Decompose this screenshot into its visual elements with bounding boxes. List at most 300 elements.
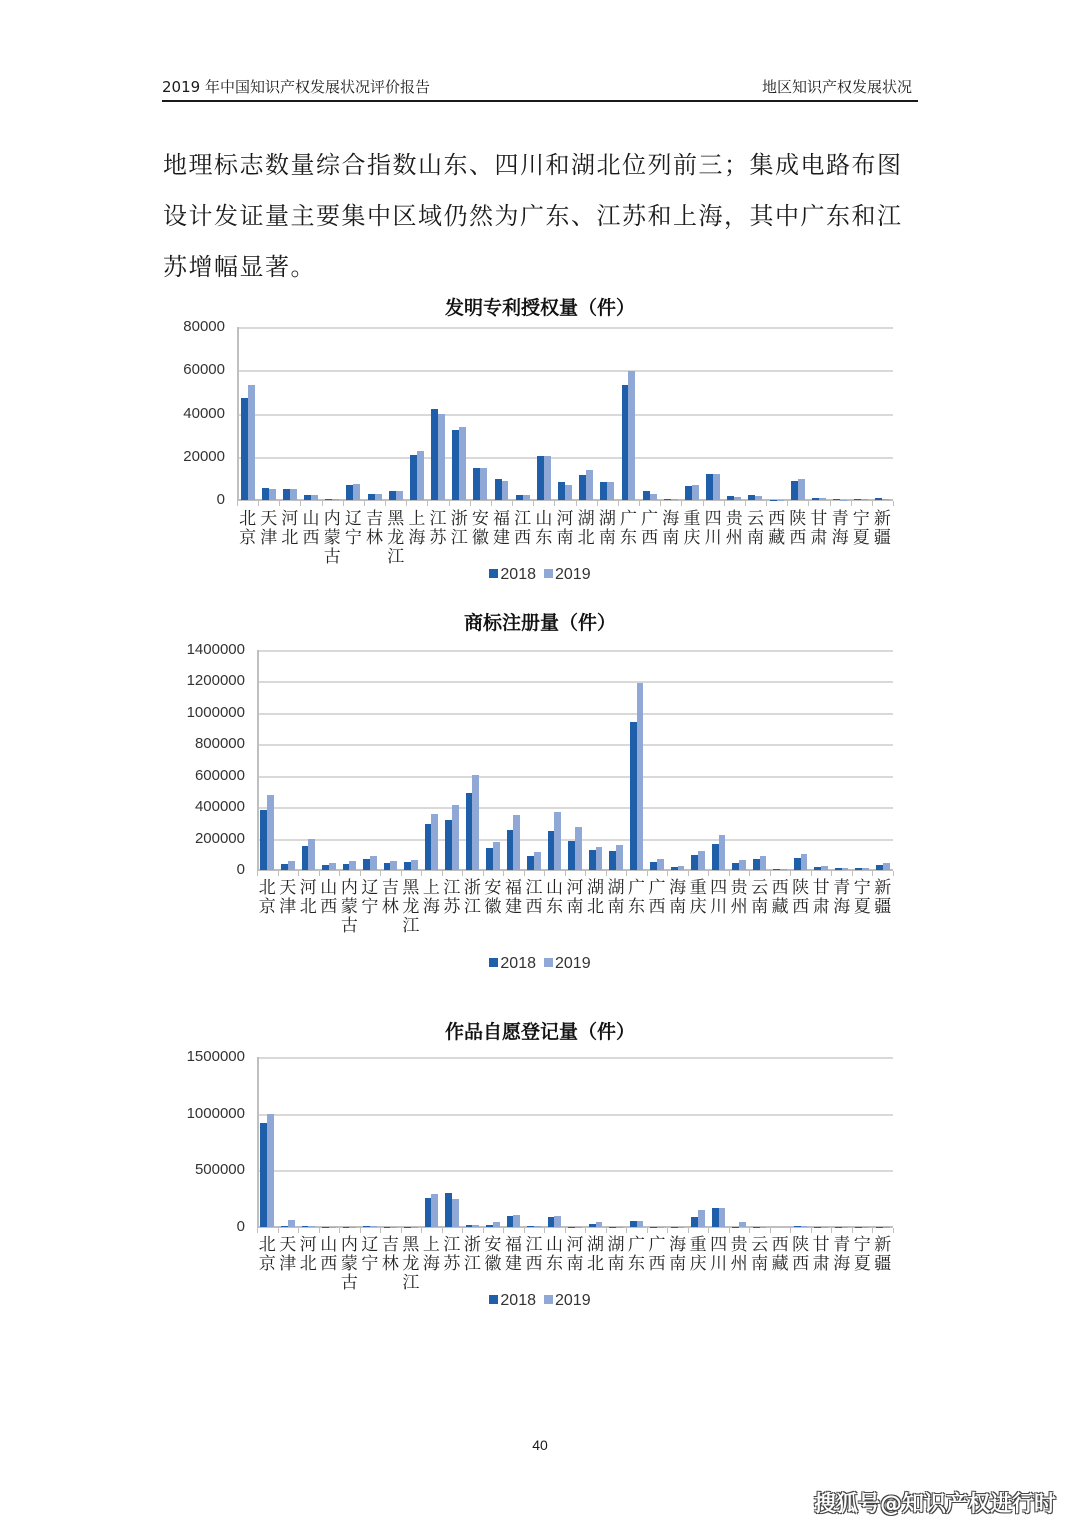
x-category-label: 吉林 — [366, 509, 384, 548]
x-tick — [667, 871, 668, 876]
x-tick — [257, 1228, 258, 1233]
bar-2019 — [628, 371, 635, 500]
gridline — [257, 1170, 893, 1172]
bar-2018 — [835, 868, 842, 870]
x-tick — [442, 1228, 443, 1233]
x-category-label: 辽宁 — [361, 878, 379, 917]
report-title: 2019 年中国知识产权发展状况评价报告 — [162, 78, 430, 96]
bar-2018 — [425, 824, 432, 870]
bar-2019 — [692, 485, 699, 500]
x-tick — [339, 1228, 340, 1233]
bar-2018 — [384, 863, 391, 870]
x-tick — [385, 501, 386, 506]
x-category-label: 新疆 — [874, 878, 892, 917]
bar-2018 — [671, 867, 678, 870]
x-category-label: 河北 — [299, 1235, 317, 1274]
bar-2018 — [712, 1208, 719, 1227]
x-tick — [872, 1228, 873, 1233]
bar-2019 — [411, 860, 418, 870]
bar-2018 — [262, 488, 269, 500]
gridline — [237, 414, 893, 416]
x-category-label: 广西 — [641, 509, 659, 548]
x-category-label: 江西 — [525, 878, 543, 917]
x-category-label: 北京 — [258, 1235, 276, 1274]
x-tick — [470, 501, 471, 506]
bar-2018 — [664, 499, 671, 500]
body-paragraph: 地理标志数量综合指数山东、四川和湖北位列前三；集成电路布图设计发证量主要集中区域仍然为广东、江苏和上海，其中广东和江苏增幅显著。 — [163, 151, 903, 281]
x-tick — [258, 501, 259, 506]
bar-2019 — [288, 1220, 295, 1227]
x-tick — [462, 1228, 463, 1233]
bar-2018 — [527, 1226, 534, 1227]
x-category-label: 青海 — [831, 509, 849, 548]
x-category-label: 上海 — [422, 1235, 440, 1274]
bar-2019 — [678, 866, 685, 870]
chart-title: 作品自愿登记量（件） — [444, 1021, 635, 1043]
x-category-label: 贵州 — [730, 1235, 748, 1274]
x-category-label: 河北 — [299, 878, 317, 917]
x-tick — [660, 501, 661, 506]
bar-2018 — [650, 862, 657, 870]
bar-2019 — [431, 814, 438, 870]
bar-2019 — [760, 856, 767, 870]
bar-2019 — [698, 851, 705, 870]
x-tick — [618, 501, 619, 506]
x-category-label: 西藏 — [768, 509, 786, 548]
x-category-label: 贵州 — [725, 509, 743, 548]
gridline — [237, 327, 893, 329]
y-tick-label: 80000 — [183, 318, 225, 335]
bar-2019 — [480, 468, 487, 500]
x-category-label: 内蒙古 — [340, 1235, 358, 1293]
x-category-label: 江苏 — [443, 878, 461, 917]
x-tick — [503, 871, 504, 876]
x-tick — [380, 871, 381, 876]
x-category-label: 福建 — [504, 878, 522, 917]
x-category-label: 新疆 — [873, 509, 891, 548]
x-tick — [442, 871, 443, 876]
x-tick — [790, 871, 791, 876]
bar-2019 — [554, 1216, 561, 1227]
x-tick — [554, 501, 555, 506]
x-category-label: 云南 — [751, 878, 769, 917]
x-tick — [790, 1228, 791, 1233]
bar-2018 — [527, 856, 534, 870]
bar-2018 — [794, 1226, 801, 1227]
x-tick — [688, 871, 689, 876]
x-tick — [811, 871, 812, 876]
x-category-label: 黑龙江 — [402, 878, 420, 936]
bar-2019 — [616, 845, 623, 870]
bar-2018 — [368, 494, 375, 500]
page-number: 40 — [532, 1437, 548, 1453]
bar-2018 — [431, 409, 438, 500]
bar-2018 — [389, 491, 396, 500]
bar-2018 — [473, 468, 480, 500]
chart-title: 商标注册量（件） — [463, 612, 616, 634]
x-category-label: 广西 — [648, 1235, 666, 1274]
x-tick — [421, 1228, 422, 1233]
legend-swatch — [544, 1295, 553, 1304]
legend-item — [544, 955, 591, 973]
bar-2018 — [691, 1217, 698, 1227]
x-tick — [626, 1228, 627, 1233]
x-category-label: 广东 — [628, 878, 646, 917]
x-category-label: 天津 — [260, 509, 278, 548]
bar-2019 — [575, 827, 582, 870]
watermark: 搜狐号@知识产权进行时 — [813, 1492, 1056, 1517]
bar-2019 — [798, 479, 805, 500]
x-tick — [749, 871, 750, 876]
x-tick — [626, 871, 627, 876]
x-tick — [319, 871, 320, 876]
x-tick — [787, 501, 788, 506]
x-tick — [544, 871, 545, 876]
y-tick-label: 0 — [216, 491, 225, 508]
bar-2019 — [493, 842, 500, 870]
bar-2019 — [390, 861, 397, 870]
x-category-label: 山西 — [320, 1235, 338, 1274]
x-category-label: 安徽 — [484, 1235, 502, 1274]
bar-2018 — [685, 486, 692, 500]
bar-2019 — [459, 427, 466, 500]
bar-2019 — [734, 497, 741, 500]
bar-2019 — [332, 499, 339, 500]
bar-2019 — [290, 489, 297, 500]
x-tick — [237, 501, 238, 506]
x-tick — [729, 871, 730, 876]
x-category-label: 山西 — [320, 878, 338, 917]
y-axis — [257, 650, 259, 870]
x-category-label: 福建 — [504, 1235, 522, 1274]
bar-2019 — [288, 861, 295, 870]
bar-2018 — [732, 863, 739, 870]
y-tick-label: 1000000 — [186, 1104, 245, 1122]
x-tick — [585, 871, 586, 876]
plot-area — [257, 650, 893, 870]
bar-2018 — [486, 848, 493, 870]
legend-label: 2019 — [555, 566, 591, 583]
x-category-label: 黑龙江 — [402, 1235, 420, 1293]
bar-2018 — [260, 1123, 267, 1227]
bar-2019 — [719, 835, 726, 870]
x-category-label: 上海 — [408, 509, 426, 548]
bar-2019 — [671, 499, 678, 500]
x-tick — [851, 501, 852, 506]
bar-2018 — [466, 793, 473, 870]
legend-swatch — [544, 958, 553, 967]
x-tick — [300, 501, 301, 506]
legend-label: 2018 — [500, 566, 536, 583]
bar-2019 — [801, 854, 808, 870]
legend-swatch — [489, 569, 498, 578]
x-tick — [745, 501, 746, 506]
bar-2018 — [241, 398, 248, 500]
bar-2018 — [363, 1226, 370, 1227]
bar-2018 — [609, 851, 616, 870]
x-tick — [831, 871, 832, 876]
x-tick — [279, 501, 280, 506]
bar-2018 — [507, 830, 514, 870]
x-category-label: 重庆 — [683, 509, 701, 548]
legend-label: 2018 — [500, 1292, 536, 1309]
gridline — [237, 370, 893, 372]
bar-2019 — [821, 866, 828, 870]
x-category-label: 陕西 — [792, 1235, 810, 1274]
bar-2019 — [269, 489, 276, 500]
bar-2018 — [283, 489, 290, 500]
bar-2019 — [862, 868, 869, 871]
x-tick — [576, 501, 577, 506]
x-category-label: 湖南 — [598, 509, 616, 548]
x-tick — [724, 501, 725, 506]
bar-2019 — [883, 863, 890, 870]
x-category-label: 湖南 — [607, 1235, 625, 1274]
x-tick — [729, 1228, 730, 1233]
chart-legend — [0, 566, 1080, 584]
legend-label: 2018 — [500, 955, 536, 972]
x-category-label: 宁夏 — [853, 1235, 871, 1274]
x-tick — [688, 1228, 689, 1233]
bar-2018 — [346, 485, 353, 500]
bar-2019 — [493, 1222, 500, 1227]
bar-2018 — [876, 865, 883, 870]
x-tick — [667, 1228, 668, 1233]
x-category-label: 山东 — [545, 878, 563, 917]
x-tick — [343, 501, 344, 506]
x-category-label: 四川 — [704, 509, 722, 548]
y-tick-label: 60000 — [183, 361, 225, 379]
x-tick — [491, 501, 492, 506]
chart-title: 发明专利授权量（件） — [444, 297, 635, 319]
x-tick — [770, 871, 771, 876]
x-tick — [483, 871, 484, 876]
bar-2019 — [719, 1208, 726, 1227]
bar-2018 — [854, 499, 861, 501]
x-tick — [647, 871, 648, 876]
x-tick — [512, 501, 513, 506]
x-category-label: 河南 — [566, 878, 584, 917]
plot-area — [237, 327, 893, 500]
y-tick-label: 0 — [236, 861, 245, 878]
x-category-label: 广西 — [648, 878, 666, 917]
bar-2019 — [431, 1194, 438, 1227]
x-category-label: 吉林 — [381, 878, 399, 917]
x-category-label: 陕西 — [792, 878, 810, 917]
x-category-label: 山东 — [545, 1235, 563, 1274]
bar-2019 — [607, 482, 614, 500]
bar-2018 — [833, 499, 840, 500]
x-category-label: 湖北 — [587, 1235, 604, 1274]
x-tick — [544, 1228, 545, 1233]
bar-2018 — [814, 867, 821, 870]
x-category-label: 山东 — [535, 509, 553, 548]
x-category-label: 山西 — [302, 509, 320, 548]
x-category-label: 江苏 — [443, 1235, 461, 1274]
x-category-label: 浙江 — [450, 509, 468, 548]
x-tick — [647, 1228, 648, 1233]
x-category-label: 河南 — [556, 509, 574, 548]
x-category-label: 青海 — [833, 1235, 851, 1274]
bar-2019 — [370, 856, 377, 870]
x-tick — [606, 871, 607, 876]
bar-2019 — [452, 805, 459, 870]
bar-2018 — [855, 868, 862, 870]
bar-2018 — [363, 859, 370, 870]
x-tick — [893, 501, 894, 506]
gridline — [257, 1057, 893, 1059]
x-category-label: 广东 — [619, 509, 637, 548]
bar-2019 — [698, 1210, 705, 1227]
x-tick — [597, 501, 598, 506]
x-tick — [708, 1228, 709, 1233]
plot-area — [257, 1057, 893, 1227]
x-category-label: 安徽 — [471, 509, 489, 548]
bar-2019 — [417, 451, 424, 500]
x-category-label: 浙江 — [463, 1235, 481, 1274]
x-category-label: 福建 — [493, 509, 510, 548]
bar-2018 — [445, 1193, 452, 1227]
y-tick-label: 500000 — [194, 1161, 245, 1179]
gridline — [257, 650, 893, 652]
bar-2019 — [267, 795, 274, 870]
bar-2019 — [780, 869, 787, 870]
bar-2018 — [589, 850, 596, 870]
y-tick-label: 1000000 — [186, 703, 245, 721]
bar-2019 — [882, 499, 889, 501]
x-tick — [339, 871, 340, 876]
y-tick-label: 0 — [236, 1218, 245, 1235]
bar-2019 — [819, 498, 826, 500]
bar-2018 — [548, 1217, 555, 1227]
y-tick-label: 400000 — [194, 798, 245, 816]
x-tick — [483, 1228, 484, 1233]
legend-swatch — [489, 958, 498, 967]
bar-2018 — [425, 1198, 432, 1227]
gridline — [257, 776, 893, 778]
legend-swatch — [489, 1295, 498, 1304]
bar-2018 — [302, 1226, 309, 1227]
bar-2019 — [438, 414, 445, 500]
x-tick — [852, 871, 853, 876]
x-category-label: 河南 — [566, 1235, 584, 1274]
bar-2018 — [486, 1225, 493, 1227]
x-tick — [703, 501, 704, 506]
x-category-label: 宁夏 — [853, 878, 871, 917]
legend-label: 2019 — [555, 1292, 591, 1309]
x-category-label: 湖北 — [587, 878, 604, 917]
legend-item — [489, 566, 536, 584]
x-category-label: 重庆 — [689, 1235, 707, 1274]
bar-2018 — [630, 722, 637, 870]
y-tick-label: 600000 — [194, 766, 245, 784]
x-tick — [278, 1228, 279, 1233]
bar-2018 — [630, 1221, 637, 1227]
x-category-label: 海南 — [662, 509, 680, 548]
x-category-label: 江西 — [514, 509, 532, 548]
bar-2019 — [513, 815, 520, 870]
bar-2019 — [565, 485, 572, 500]
bar-2019 — [842, 868, 849, 870]
x-category-label: 吉林 — [381, 1235, 399, 1274]
bar-2018 — [260, 810, 267, 871]
legend-item — [544, 566, 591, 584]
bar-2019 — [349, 861, 356, 870]
legend-label: 2019 — [555, 955, 591, 972]
x-tick — [811, 1228, 812, 1233]
bar-2018 — [558, 482, 565, 500]
x-category-label: 浙江 — [463, 878, 481, 917]
bar-2018 — [600, 482, 607, 500]
bar-2019 — [554, 812, 561, 870]
x-category-label: 河北 — [281, 509, 299, 548]
bar-2019 — [586, 470, 593, 500]
x-tick — [766, 501, 767, 506]
bar-2019 — [713, 474, 720, 500]
x-tick — [893, 1228, 894, 1233]
x-category-label: 湖南 — [607, 878, 625, 917]
x-category-label: 云南 — [746, 509, 764, 548]
bar-2019 — [739, 860, 746, 870]
x-category-label: 江西 — [525, 1235, 543, 1274]
x-tick — [319, 1228, 320, 1233]
x-tick — [364, 501, 365, 506]
x-category-label: 西藏 — [771, 878, 789, 917]
bar-2019 — [370, 1226, 377, 1227]
bar-2018 — [712, 844, 719, 870]
bar-2019 — [596, 847, 603, 870]
x-tick — [278, 871, 279, 876]
x-tick — [503, 1228, 504, 1233]
x-tick — [360, 1228, 361, 1233]
x-tick — [749, 1228, 750, 1233]
bar-2018 — [495, 479, 502, 500]
x-category-label: 天津 — [279, 878, 297, 917]
x-tick — [585, 1228, 586, 1233]
y-tick-label: 20000 — [183, 447, 225, 465]
x-tick — [831, 1228, 832, 1233]
bar-2018 — [507, 1216, 514, 1227]
legend-item — [489, 955, 536, 973]
x-tick — [639, 501, 640, 506]
bar-2018 — [325, 499, 332, 501]
bar-2019 — [502, 481, 509, 500]
x-category-label: 黑龙江 — [387, 509, 405, 567]
bar-2018 — [304, 495, 311, 500]
bar-2018 — [748, 495, 755, 500]
x-category-label: 甘肃 — [812, 878, 830, 917]
bar-2019 — [650, 494, 657, 500]
x-tick — [401, 1228, 402, 1233]
legend-item — [544, 1292, 591, 1310]
x-category-label: 四川 — [710, 878, 728, 917]
x-tick — [322, 501, 323, 506]
x-category-label: 北京 — [258, 878, 276, 917]
y-tick-label: 1500000 — [186, 1048, 245, 1065]
bar-2019 — [513, 1215, 520, 1227]
x-category-label: 新疆 — [874, 1235, 892, 1274]
bar-2018 — [622, 385, 629, 500]
x-category-label: 安徽 — [484, 878, 502, 917]
bar-2018 — [773, 869, 780, 870]
bar-2018 — [466, 1225, 473, 1227]
bar-2018 — [875, 498, 882, 500]
x-category-label: 海南 — [669, 1235, 687, 1274]
bar-2019 — [396, 491, 403, 500]
bar-2019 — [534, 852, 541, 870]
bar-2018 — [727, 496, 734, 500]
section-title: 地区知识产权发展状况 — [761, 78, 912, 96]
